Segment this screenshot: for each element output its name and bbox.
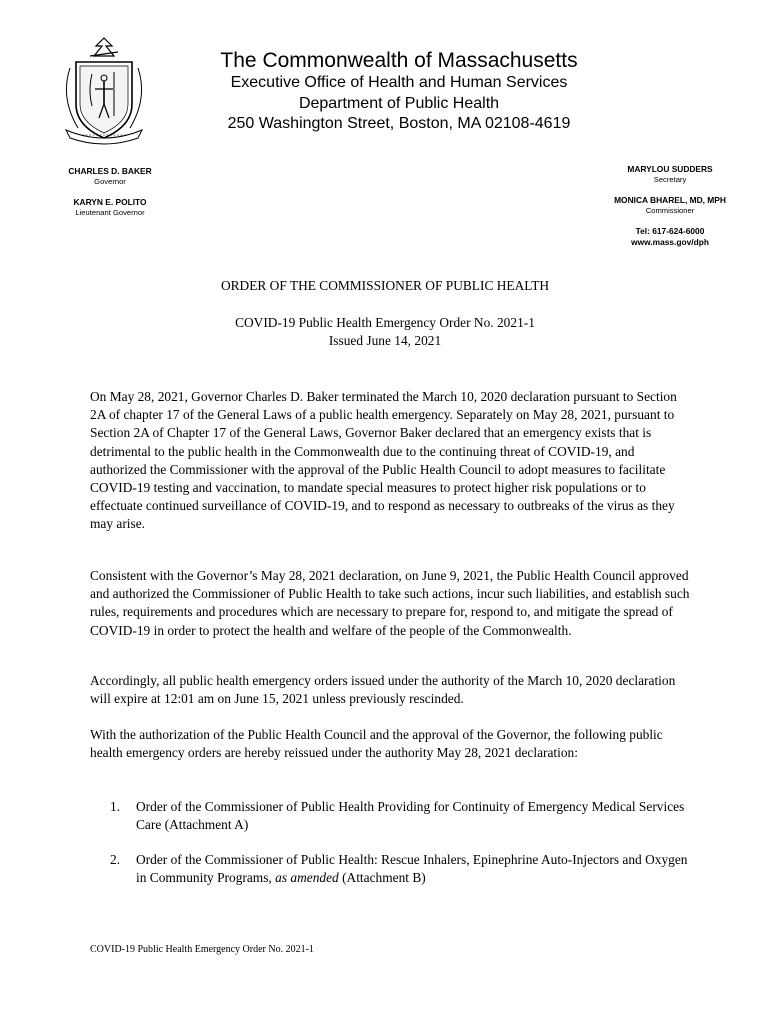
official-name: MONICA BHAREL, MD, MPH (614, 195, 726, 205)
paragraph: On May 28, 2021, Governor Charles D. Baker terminated the March 10, 2020 declaration pursuant to Section 2A of chapter 17 of the General Laws of a public health emergency. Separately on May 28, 2021, pursuant to Section 2A of Chapter 17 of the General Laws, Governor Baker declared that an emergency exists that is detrimental to the public health in the Commonwealth due to the continuing threat of COVID-19, and authorized the Commissioner with the approval of the Public Health Council to adopt measures to facilitate COVID-19 testing and vaccination, to mandate special measures to protect higher risk populations or to effectuate continued surveillance of COVID-19, and to respond as necessary to outbreaks of the virus as they may arise. (90, 389, 677, 532)
official-role: Lieutenant Governor (75, 208, 145, 217)
official-role: Commissioner (645, 206, 695, 215)
official-name: MARYLOU SUDDERS (627, 164, 713, 174)
list-item-number: 1. (110, 799, 121, 814)
list-item-text: Order of the Commissioner of Public Health Providing for Continuity of Emergency Medical Services Care (Attachment A) (136, 799, 685, 833)
order-heading: ORDER OF THE COMMISSIONER OF PUBLIC HEALTH (220, 278, 550, 293)
official-role: Secretary (653, 175, 687, 184)
list-item (110, 798, 690, 834)
list-item (110, 851, 690, 887)
official-name: KARYN E. POLITO (73, 197, 147, 207)
officials-left (40, 166, 180, 218)
list-item-number: 2. (110, 852, 121, 867)
official-name: CHARLES D. BAKER (68, 166, 152, 176)
letterhead-address: 250 Washington Street, Boston, MA 02108-4619 (227, 115, 571, 132)
officials-right (596, 164, 744, 248)
list-item-text: Order of the Commissioner of Public Health: Rescue Inhalers, Epinephrine Auto-Injectors and Oxygen in Community Programs, as amended (Attachment B) (136, 852, 688, 886)
contact-tel: Tel: 617-624-6000 (635, 226, 705, 236)
paragraph: Accordingly, all public health emergency orders issued under the authority of the March 10, 2020 declaration will expire at 12:01 am on June 15, 2021 unless previously rescinded. (90, 673, 676, 707)
order-issued-date: Issued June 14, 2021 (328, 333, 442, 348)
contact-web: www.mass.gov/dph (631, 237, 709, 247)
page-footer: COVID-19 Public Health Emergency Order No. 2021-1 (90, 944, 314, 955)
letterhead (160, 48, 638, 135)
letterhead-department: Department of Public Health (298, 94, 500, 112)
letterhead-office: Executive Office of Health and Human Services (230, 74, 568, 91)
italic-text: as amended (275, 870, 339, 886)
paragraph: Consistent with the Governor’s May 28, 2021 declaration, on June 9, 2021, the Public Health Council approved and authorized the Commissioner of Public Health to take such actions, incur such liabilities, and establish such rules, requirements and procedures which are necessary to prepare for, respond to, and mitigate the spread of COVID-19 in order to protect the health and welfare of the people of the Commonwealth. (90, 568, 690, 638)
order-number: COVID-19 Public Health Emergency Order No. 2021-1 (235, 315, 535, 330)
massachusetts-seal-icon (52, 34, 156, 146)
letterhead-title: The Commonwealth of Massachusetts (220, 49, 578, 72)
paragraph: With the authorization of the Public Health Council and the approval of the Governor, the following public health emergency orders are hereby reissued under the authority May 28, 2021 declaration: (90, 727, 663, 761)
official-role: Governor (94, 177, 126, 186)
